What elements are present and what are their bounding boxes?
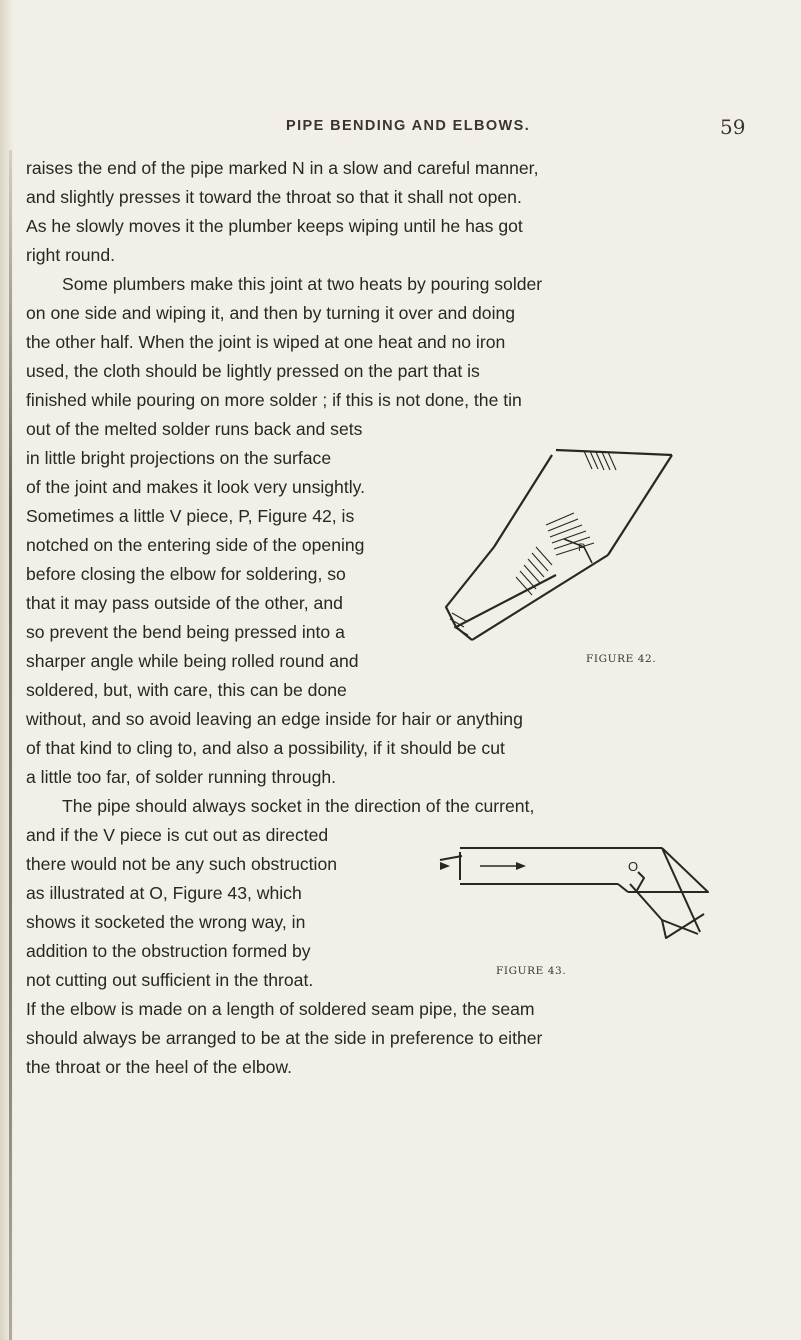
text-line: right round.	[26, 245, 115, 265]
running-head: PIPE BENDING AND ELBOWS.	[286, 118, 531, 134]
text-line: the throat or the heel of the elbow.	[26, 1057, 293, 1077]
text-line: and slightly presses it toward the throat so that it shall not open.	[26, 187, 522, 207]
text-line: a little too far, of solder running through.	[26, 767, 337, 787]
text-line: on one side and wiping it, and then by turning it over and doing	[26, 303, 516, 323]
text-line: raises the end of the pipe marked N in a slow and careful manner,	[26, 158, 539, 178]
text-line: the other half. When the joint is wiped at one heat and no iron	[26, 332, 506, 352]
text-line: If the elbow is made on a length of soldered seam pipe, the seam	[26, 999, 535, 1019]
text-line: that it may pass outside of the other, and	[26, 593, 343, 613]
figure-43-caption: FIGURE 43.	[496, 965, 567, 977]
figure-43-label-o: O	[628, 859, 639, 874]
text-line: without, and so avoid leaving an edge inside for hair or anything	[26, 709, 523, 729]
text-line: Some plumbers make this joint at two heats by pouring solder	[62, 274, 543, 294]
text-line: addition to the obstruction formed by	[26, 941, 311, 961]
page-header	[0, 115, 801, 142]
text-line: not cutting out sufficient in the throat.	[26, 970, 314, 990]
text-line: before closing the elbow for soldering, so	[26, 564, 346, 584]
page-number: 59	[720, 115, 746, 139]
text-line: and if the V piece is cut out as directed	[26, 825, 329, 845]
binding-edge	[9, 150, 12, 1340]
text-line: finished while pouring on more solder ; if this is not done, the tin	[26, 390, 522, 410]
text-line: Sometimes a little V piece, P, Figure 42, is	[26, 506, 355, 526]
text-line: used, the cloth should be lightly pressed on the part that is	[26, 361, 480, 381]
figure-43-elbow-diagram	[440, 820, 710, 980]
text-line: of the joint and makes it look very unsightly.	[26, 477, 366, 497]
text-line: The pipe should always socket in the direction of the current,	[62, 796, 535, 816]
text-line: there would not be any such obstruction	[26, 854, 338, 874]
text-line: should always be arranged to be at the side in preference to either	[26, 1028, 543, 1048]
figure-42-elbow-diagram	[436, 415, 676, 645]
text-line: shows it socketed the wrong way, in	[26, 912, 306, 932]
text-line: so prevent the bend being pressed into a	[26, 622, 345, 642]
text-line: out of the melted solder runs back and sets	[26, 419, 363, 439]
text-line: in little bright projections on the surface	[26, 448, 332, 468]
text-line: as illustrated at O, Figure 43, which	[26, 883, 302, 903]
figure-42-caption: FIGURE 42.	[586, 653, 657, 665]
text-line: As he slowly moves it the plumber keeps wiping until he has got	[26, 216, 523, 236]
text-line: notched on the entering side of the opening	[26, 535, 365, 555]
text-line: sharper angle while being rolled round and	[26, 651, 359, 671]
text-line: soldered, but, with care, this can be done	[26, 680, 347, 700]
figure-42-label-p: P	[578, 542, 586, 554]
text-line: of that kind to cling to, and also a possibility, if it should be cut	[26, 738, 505, 758]
